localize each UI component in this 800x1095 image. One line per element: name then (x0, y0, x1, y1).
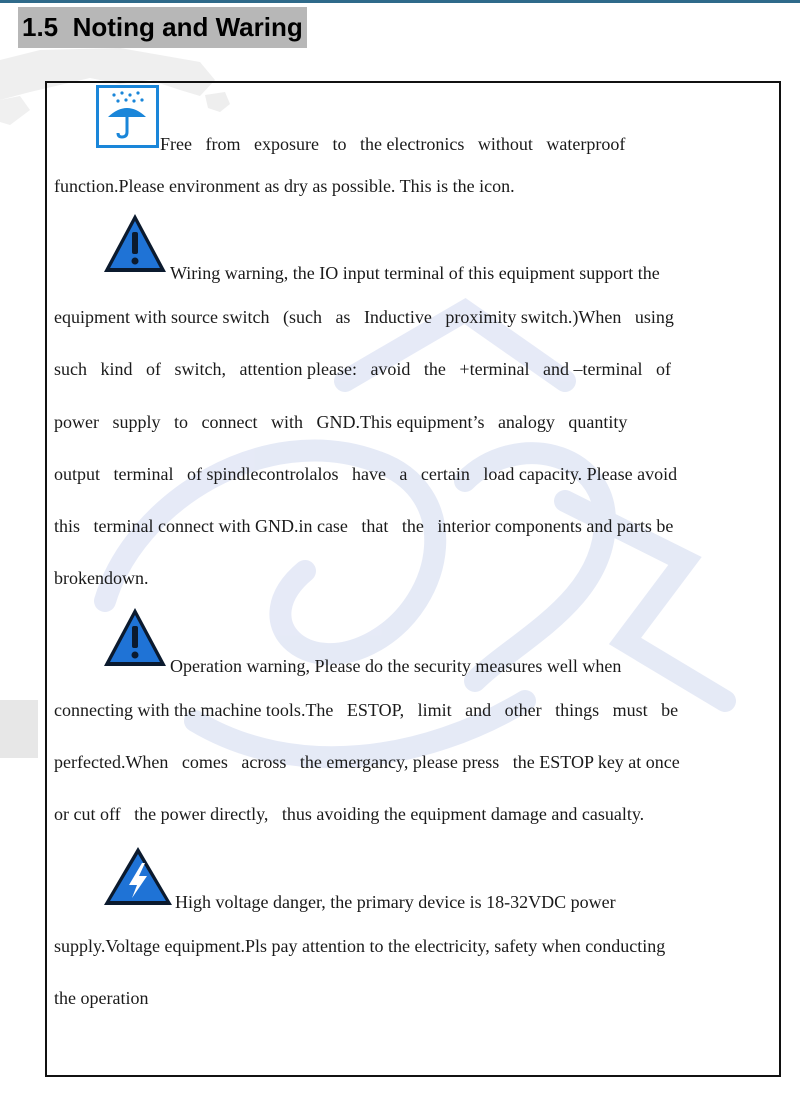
operation-line-1: Operation warning, Please do the security measures well when (170, 656, 622, 676)
wiring-line-4: power supply to connect with GND.This equipment’s analogy quantity (54, 412, 628, 432)
waterproof-line-2: function.Please environment as dry as possible. This is the icon. (54, 176, 515, 196)
text-free: Free from exposure to the electronics without waterproof (160, 134, 626, 154)
operation-line-3: perfected.When comes across the emergancy, please press the ESTOP key at once (54, 752, 680, 772)
section-heading (18, 7, 307, 48)
umbrella-rain-icon (96, 85, 159, 148)
section-title: Noting and Waring (72, 12, 303, 42)
section-number: 1.5 (22, 12, 59, 42)
warning-triangle-icon (102, 212, 168, 274)
wiring-line-1: Wiring warning, the IO input terminal of this equipment support the (170, 263, 660, 283)
waterproof-line-1 (160, 133, 690, 155)
wiring-line-7: brokendown. (54, 568, 149, 588)
side-decoration (0, 700, 38, 758)
wiring-line-6: this terminal connect with GND.in case that the interior components and parts be (54, 516, 674, 536)
voltage-line-2: supply.Voltage equipment.Pls pay attention to the electricity, safety when conducting (54, 936, 666, 956)
voltage-line-1: High voltage danger, the primary device is 18-32VDC power (175, 892, 616, 912)
high-voltage-icon (102, 845, 174, 907)
operation-line-2: connecting with the machine tools.The ESTOP, limit and other things must be (54, 700, 679, 720)
wiring-line-3: such kind of switch, attention please: avoid the +terminal and –terminal of (54, 359, 672, 379)
wiring-line-2: equipment with source switch (such as Inductive proximity switch.)When using (54, 307, 674, 327)
operation-line-4: or cut off the power directly, thus avoiding the equipment damage and casualty. (54, 804, 645, 824)
wiring-line-5: output terminal of spindlecontrolalos have a certain load capacity. Please avoid (54, 464, 678, 484)
warning-triangle-icon (102, 606, 168, 668)
voltage-line-3: the operation (54, 988, 149, 1008)
